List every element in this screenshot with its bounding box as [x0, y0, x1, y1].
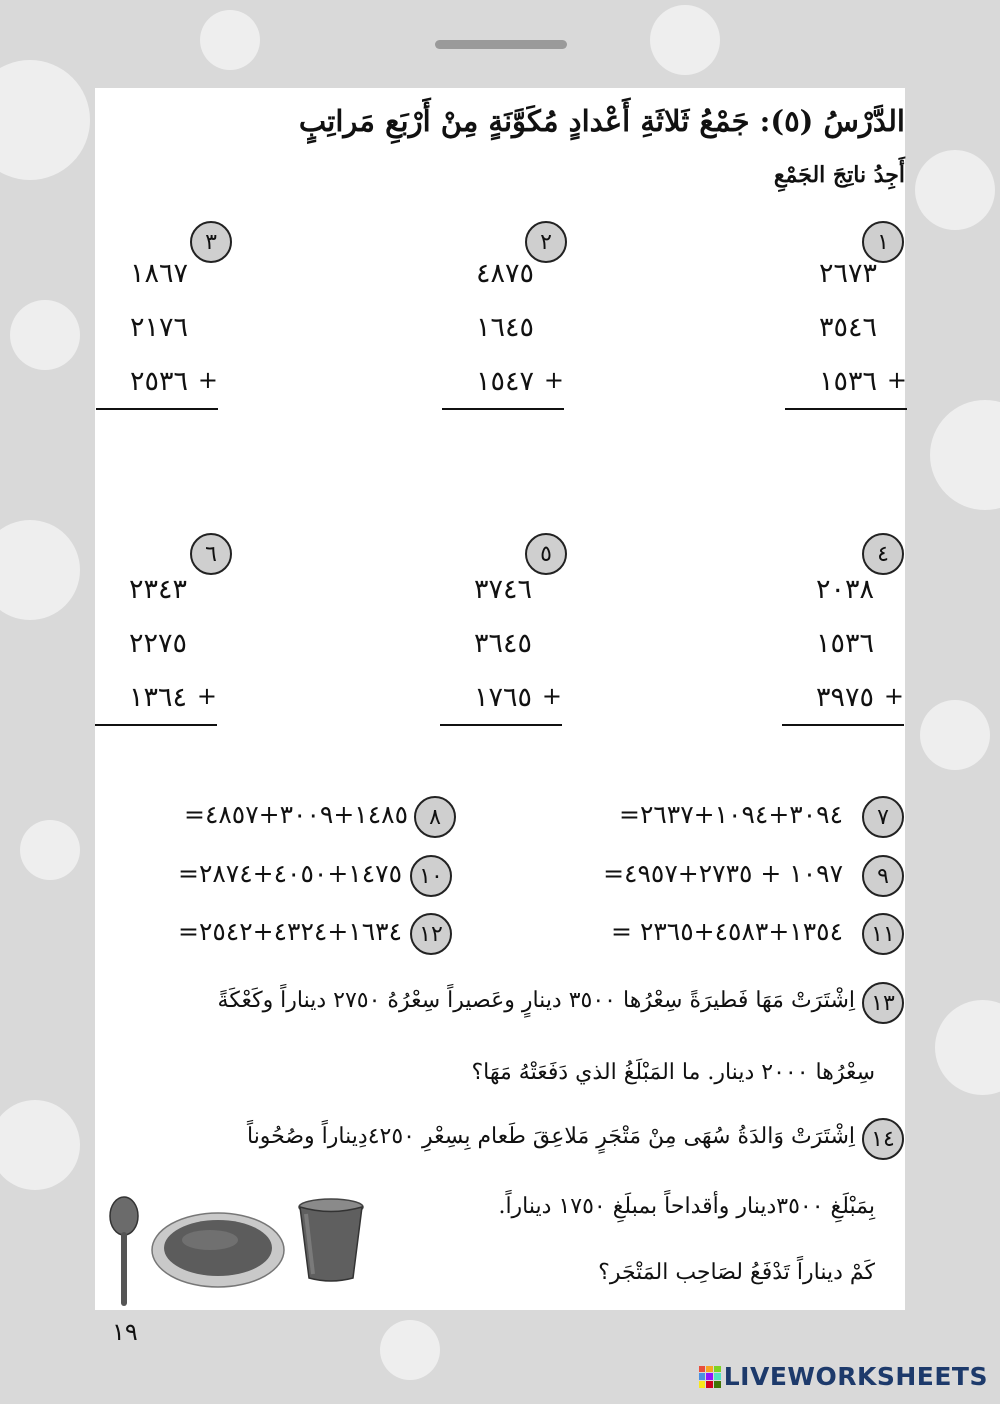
plus-sign: + [883, 682, 904, 710]
addend: ٤٨٧٥ [475, 258, 534, 289]
answer-line[interactable] [782, 724, 904, 726]
horizontal-problem[interactable]: =١٤٧٥+٤٠٥٠+٢٨٧٤ [177, 859, 402, 888]
problem-badge: ٦ [190, 533, 232, 575]
addend: ١٥٣٦ [818, 366, 877, 397]
problem-badge: ٤ [862, 533, 904, 575]
plus-sign: + [197, 366, 218, 394]
problem-badge: ٩ [862, 855, 904, 897]
addend: ٣٥٤٦ [818, 312, 877, 343]
addend: ٢٦٧٣ [818, 258, 877, 289]
addend: ١٥٤٧ [475, 366, 534, 397]
problem-badge: ١١ [862, 913, 904, 955]
plus-sign: + [541, 682, 562, 710]
answer-line[interactable] [95, 724, 217, 726]
addend: ١٥٣٦ [815, 628, 874, 659]
addend: ٢٣٤٣ [128, 574, 187, 605]
answer-line[interactable] [442, 408, 564, 410]
addend: ٣٩٧٥ [815, 682, 874, 713]
instruction: أَجِدُ ناتِجَ الجَمْعِ [773, 162, 905, 188]
problem-badge: ٣ [190, 221, 232, 263]
problem-badge: ١ [862, 221, 904, 263]
plate-icon [150, 1210, 286, 1290]
horizontal-problem[interactable]: = ١٣٥٤+٤٥٨٣+٢٣٦٥ [611, 917, 843, 946]
plus-sign: + [196, 682, 217, 710]
brand-logo [699, 1362, 988, 1391]
addend: ١٦٤٥ [475, 312, 534, 343]
cup-icon [296, 1198, 366, 1284]
word-problem-text: اِشْتَرَتْ وَالدَةُ سُهَى مِنْ مَتْجَرٍ مَلاعِقَ طَعام بِسِعْرِ ٤٢٥٠دِيناراً وصُحُوناً [246, 1124, 855, 1149]
horizontal-problem[interactable]: =١٤٨٥+٣٠٠٩+٤٨٥٧ [183, 800, 408, 829]
answer-line[interactable] [785, 408, 907, 410]
word-problem-text: سِعْرُها ٢٠٠٠ دينار. ما المَبْلَغُ الذي دَفَعَتْهُ مَهَا؟ [471, 1060, 875, 1085]
logo-grid-icon [699, 1366, 721, 1388]
addend: ٢٠٣٨ [815, 574, 874, 605]
addend: ١٧٦٥ [473, 682, 532, 713]
addend: ١٨٦٧ [129, 258, 188, 289]
addend: ٢٢٧٥ [128, 628, 187, 659]
problem-badge: ٨ [414, 796, 456, 838]
word-problem-text: كَمْ ديناراً تَدْفَعُ لصَاحِب المَتْجَر؟ [598, 1260, 875, 1285]
page-number: ١٩ [112, 1318, 138, 1346]
addend: ٢٥٣٦ [129, 366, 188, 397]
addend: ٣٦٤٥ [473, 628, 532, 659]
problem-badge: ١٠ [410, 855, 452, 897]
problem-badge: ٥ [525, 533, 567, 575]
problem-badge: ٢ [525, 221, 567, 263]
word-problem-text: بِمَبْلَغِ ٣٥٠٠دينار وأقداحاً بمبلَغِ ١٧٥٠ ديناراً. [498, 1194, 875, 1219]
addend: ٢١٧٦ [129, 312, 188, 343]
spoon-icon [106, 1196, 142, 1308]
addend: ١٣٦٤ [128, 682, 187, 713]
brand-name: LIVEWORKSHEETS [723, 1362, 988, 1391]
problem-badge: ١٢ [410, 913, 452, 955]
drag-handle[interactable] [435, 40, 567, 49]
horizontal-problem[interactable]: =٣٠٩٤+١٠٩٤+٢٦٣٧ [618, 800, 843, 829]
problem-badge: ١٤ [862, 1118, 904, 1160]
problem-badge: ٧ [862, 796, 904, 838]
plus-sign: + [886, 366, 907, 394]
lesson-title: الدَّرْسُ (٥): جَمْعُ ثَلاثَةِ أَعْدادٍ مُكَوَّنَةٍ مِنْ أَرْبَعِ مَراتِبٍ [298, 104, 905, 138]
horizontal-problem[interactable]: =١٠٩٧ + ٢٧٣٥+٤٩٥٧ [603, 859, 843, 888]
plus-sign: + [543, 366, 564, 394]
word-problem-text: اِشْتَرَتْ مَهَا فَطيرَةً سِعْرُها ٣٥٠٠ دينارٍ وعَصيراً سِعْرُهُ ٢٧٥٠ ديناراً وكَعْكَةً [217, 988, 855, 1013]
problem-badge: ١٣ [862, 982, 904, 1024]
answer-line[interactable] [440, 724, 562, 726]
horizontal-problem[interactable]: =١٦٣٤+٤٣٢٤+٢٥٤٢ [177, 917, 402, 946]
addend: ٣٧٤٦ [473, 574, 532, 605]
answer-line[interactable] [96, 408, 218, 410]
